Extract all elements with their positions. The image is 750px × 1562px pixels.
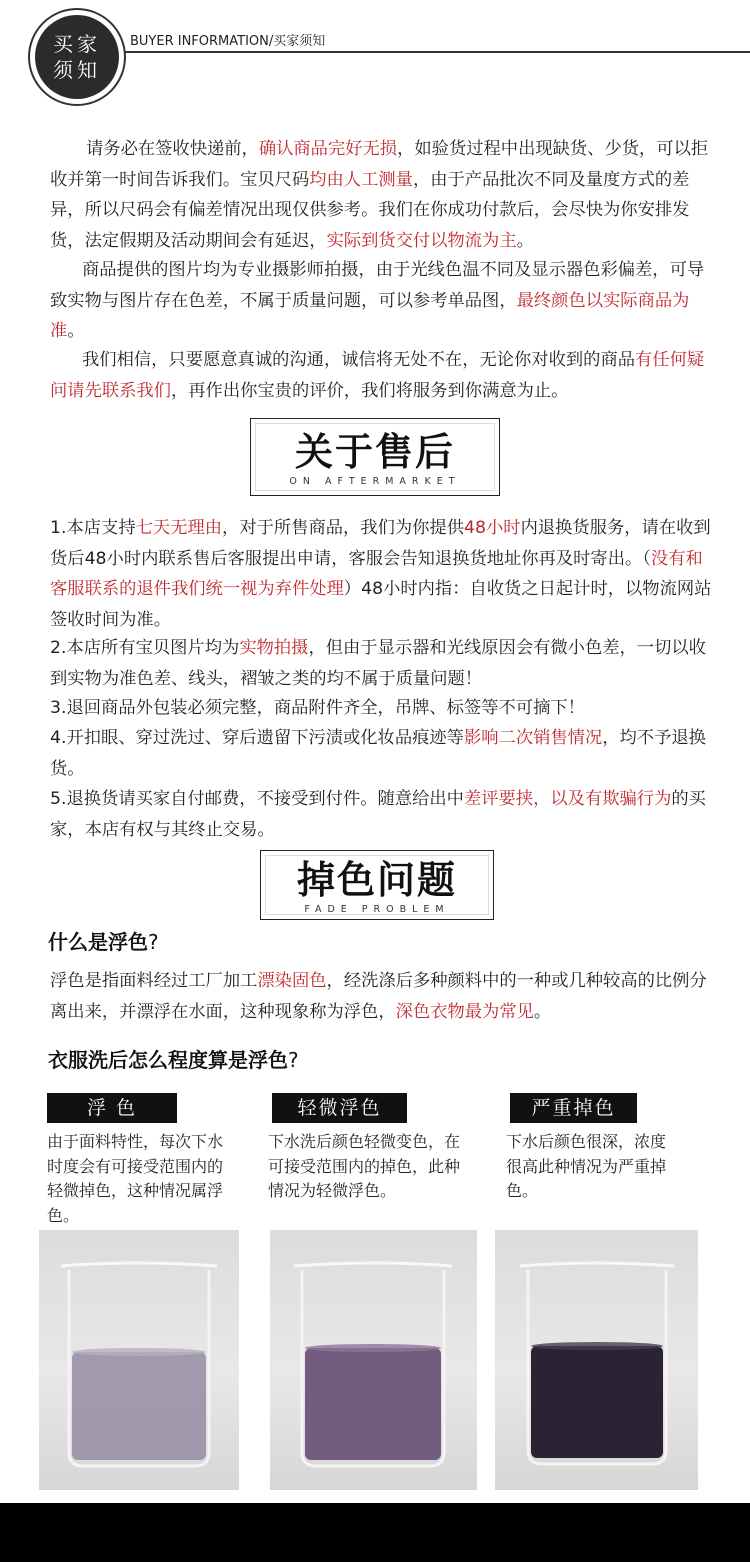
fade-subtitle: FADE PROBLEM [304, 904, 450, 915]
aftermarket-item-2 [50, 633, 720, 694]
body-text: 我们相信，只要愿意真诚的沟通，诚信将无处不在，无论你对收到的商品 [82, 350, 636, 370]
beaker-liquid [305, 1348, 441, 1460]
beaker-photo-floating [39, 1230, 239, 1490]
level-desc-slight: 下水洗后颜色轻微变色，在可接受范围内的掉色，此种情况为轻微浮色。 [268, 1132, 461, 1200]
beaker-photo-severe [495, 1230, 698, 1490]
highlighted-text: 最终颜色以实际商品为准 [50, 290, 690, 341]
highlighted-text: 有任何疑问请先联系我们 [50, 350, 705, 401]
highlighted-text: 均由人工测量 [309, 169, 413, 190]
highlighted-text: 漂染固色 [257, 971, 327, 991]
beaker-liquid [72, 1352, 206, 1460]
body-text: 3.退回商品外包装必须完整，商品附件齐全，吊牌、标签等不可摘下！ [50, 698, 585, 718]
header-divider [124, 51, 750, 53]
highlighted-text: 48小时 [464, 518, 521, 538]
body-text: 。 [516, 230, 534, 251]
aftermarket-item-5 [50, 784, 720, 845]
highlighted-text: 实际到货交付以物流为主 [326, 230, 517, 251]
body-text: 请务必在签收快递前， [86, 139, 259, 159]
notice-paragraph-1 [50, 134, 720, 256]
beaker-liquid [531, 1346, 663, 1458]
body-text: ，对于所售商品，我们为你提供 [222, 518, 464, 538]
level-label-floating: 浮 色 [47, 1093, 177, 1123]
body-text: 2.本店所有宝贝图片均为 [50, 638, 240, 658]
aftermarket-item-4 [50, 723, 720, 784]
page-header [0, 0, 750, 110]
body-text: 1.本店支持 [50, 518, 136, 538]
header-title: BUYER INFORMATION/买家须知 [130, 34, 326, 49]
highlighted-text: 深色衣物最为常见 [395, 1001, 534, 1022]
highlighted-text: 没有和客服联系的退件我们统一视为弃件处理 [50, 548, 703, 599]
level-label-severe: 严重掉色 [510, 1093, 637, 1123]
question-1-mark: ? [148, 930, 159, 954]
highlighted-text: 实物拍摄 [239, 638, 309, 658]
body-text: ）48小时内指：自收货之日起计时，以物流网站签收时间为准。 [50, 579, 712, 630]
highlighted-text: 确认商品完好无损 [258, 139, 398, 159]
aftermarket-item-3 [50, 693, 720, 724]
highlighted-text: 影响二次销售情况 [463, 728, 603, 748]
fade-title: 掉色问题 [296, 858, 457, 902]
body-text: 商品提供的图片均为专业摄影师拍摄，由于光线色温不同及显示器色彩偏差，可导致实物与图片存在色差，不属于质量问题，可以参考单品图， [50, 260, 705, 311]
body-text: ，但由于显示器和光线原因会有微小色差，一切以收到实物为准色差、线头，褶皱之类的均不属于质量问题！ [50, 638, 706, 689]
level-desc-floating: 由于面料特性，每次下水时度会有可接受范围内的轻微掉色，这种情况属浮色。 [47, 1132, 224, 1225]
highlighted-text: 七天无理由 [135, 518, 223, 538]
body-text: ，由于产品批次不同及量度方式的差异，所以尺码会有偏差情况出现仅供参考。我们在你成功付款后，会尽快为你安排发货，法定假期及活动期间会有延迟， [50, 169, 690, 251]
body-text: 的买家，本店有权与其终止交易。 [50, 789, 706, 840]
badge-line-1: 买家 [53, 32, 101, 56]
question-what-is-floating-color [48, 926, 159, 955]
badge-line-2: 须知 [53, 58, 101, 82]
footer-bar [0, 1503, 750, 1562]
notice-paragraph-3 [50, 345, 720, 406]
beaker-photo-slight [270, 1230, 477, 1490]
notice-paragraph-2 [50, 255, 720, 347]
aftermarket-item-1 [50, 513, 720, 635]
aftermarket-subtitle: ON AFTERMARKET [289, 476, 461, 487]
body-text: ，经洗涤后多种颜料中的一种或几种较高的比例分离出来，并漂浮在水面，这种现象称为浮色， [50, 971, 707, 1022]
body-text: 。 [67, 321, 85, 341]
question-2-mark: ? [288, 1048, 299, 1072]
floating-color-answer [50, 966, 720, 1027]
body-text: 。 [533, 1001, 552, 1022]
question-1-text: 什么是浮色 [48, 930, 148, 954]
level-desc-severe: 下水后颜色很深，浓度很高此种情况为严重掉色。 [506, 1132, 667, 1200]
question-degree-of-floating [48, 1044, 299, 1073]
question-2-text: 衣服洗后怎么程度算是浮色 [48, 1048, 288, 1072]
aftermarket-title: 关于售后 [294, 430, 455, 474]
level-label-slight: 轻微浮色 [272, 1093, 407, 1123]
body-text: 浮色是指面料经过工厂加工 [50, 971, 258, 991]
body-text: 4.开扣眼、穿过洗过、穿后遗留下污渍或化妆品痕迹等 [50, 728, 464, 748]
body-text: 5.退换货请买家自付邮费，不接受到付件。随意给出中 [50, 789, 464, 809]
body-text: 内退换货服务，请在收到货后48小时内联系售后客服提出申请，客服会告知退换货地址你再及时寄出。（ [50, 518, 711, 569]
highlighted-text: 差评要挟，以及有欺骗行为 [463, 789, 672, 809]
buyer-notice-badge [28, 8, 126, 106]
fade-title-box [260, 850, 494, 920]
body-text: ，再作出你宝贵的评价，我们将服务到你满意为止。 [170, 380, 569, 401]
body-text: ，如验货过程中出现缺货、少货，可以拒收并第一时间告诉我们。宝贝尺码 [50, 139, 709, 190]
body-text: ，均不予退换货。 [50, 728, 706, 779]
aftermarket-title-box [250, 418, 500, 496]
